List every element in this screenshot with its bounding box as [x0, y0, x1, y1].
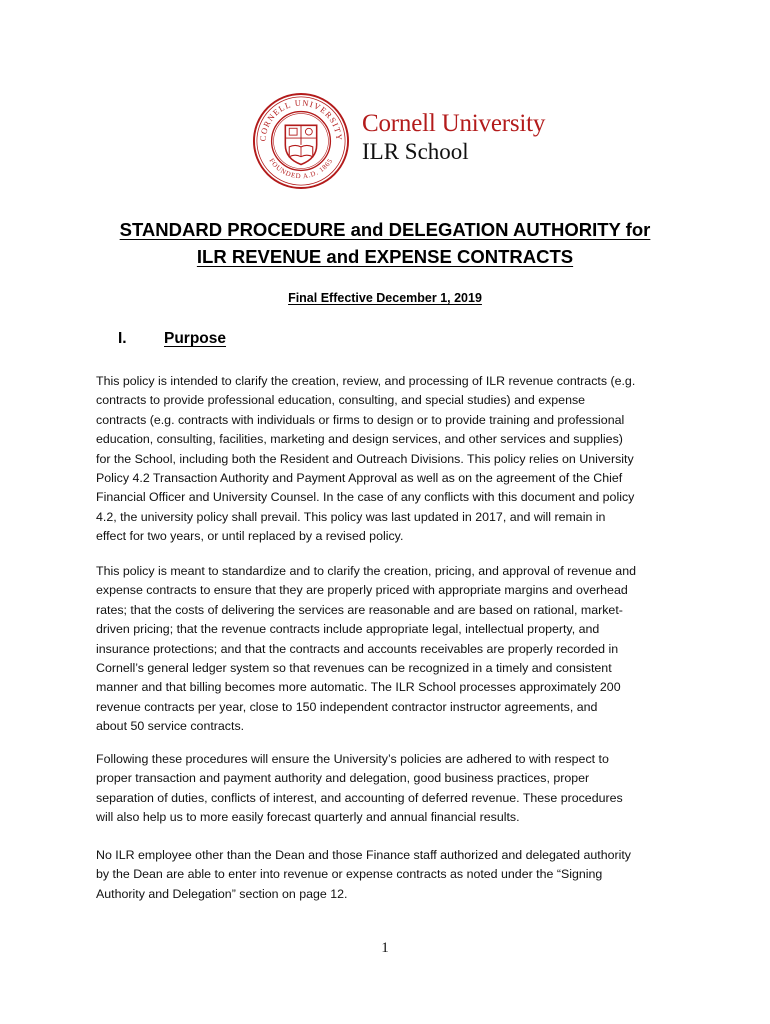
text-line: expense contracts to ensure that they are properly priced with appropriate margins and overhead	[96, 583, 628, 598]
text-line: contracts (e.g. contracts with individuals or firms to design or to provide training and professional	[96, 412, 625, 427]
text-line: Cornell’s general ledger system so that revenues can be recognized in a timely and consistent	[96, 661, 612, 676]
text-line: by the Dean are able to enter into revenue or expense contracts as noted under the “Signing	[96, 867, 603, 882]
text-line: Following these procedures will ensure the University’s policies are adhered to with respect to	[96, 752, 609, 766]
text-line: separation of duties, conflicts of interest, and accounting of deferred revenue. These procedures	[96, 790, 623, 805]
section-heading: Purpose	[164, 330, 227, 347]
paragraph-3	[96, 750, 716, 828]
text-line: contracts to provide professional education, consulting, and special studies) and expense	[96, 393, 586, 408]
effective-date: Final Effective December 1, 2019	[288, 291, 482, 305]
text-line: manner and that billing becomes more automatic. The ILR School processes approximately 200	[96, 680, 621, 695]
cornell-seal-icon	[252, 92, 350, 190]
text-line: Authority and Delegation” section on page 12.	[96, 886, 348, 901]
text-line: This policy is intended to clarify the creation, review, and processing of ILR revenue contracts (e.g.	[96, 374, 636, 388]
text-line: proper transaction and payment authority and delegation, good business practices, proper	[96, 771, 590, 786]
text-line: insurance protections; and that the contracts and accounts receivables are properly recorded in	[96, 641, 619, 656]
section-number: I.	[118, 330, 127, 347]
document-title-line-1: STANDARD PROCEDURE and DELEGATION AUTHORITY for	[119, 219, 651, 240]
text-line: No ILR employee other than the Dean and those Finance staff authorized and delegated authority	[96, 848, 631, 862]
svg-text:CORNELL UNIVERSITY: CORNELL UNIVERSITY	[258, 98, 344, 142]
document-title-line-2: ILR REVENUE and EXPENSE CONTRACTS	[196, 246, 574, 267]
text-line: Financial Officer and University Counsel. In the case of any conflicts with this document and policy	[96, 490, 635, 505]
text-line: driven pricing; that the revenue contracts include appropriate legal, intellectual property, and	[96, 622, 600, 637]
page-number: 1	[381, 940, 389, 956]
paragraph-4	[96, 846, 716, 904]
text-line: Policy 4.2 Transaction Authority and Payment Approval as well as on the agreement of the Chief	[96, 471, 623, 486]
text-line: about 50 service contracts.	[96, 719, 245, 734]
paragraph-2	[96, 562, 716, 737]
text-line: for the School, including both the Resident and Outreach Divisions. This policy relies on University	[96, 451, 634, 466]
text-line: effect for two years, or until replaced by a revised policy.	[96, 529, 404, 544]
paragraph-1	[96, 372, 716, 547]
text-line: will also help us to more easily forecast quarterly and annual financial results.	[96, 810, 520, 825]
text-line: revenue contracts per year, close to 150 independent contractor instructor agreements, and	[96, 699, 598, 714]
text-line: education, consulting, facilities, marketing and design services, and other services and supplies)	[96, 432, 623, 447]
cornell-ilr-logo	[252, 92, 562, 192]
text-line: This policy is meant to standardize and to clarify the creation, pricing, and approval of revenue and	[96, 564, 636, 578]
university-name: Cornell University	[362, 110, 546, 137]
svg-text:FOUNDED A.D. 1865: FOUNDED A.D. 1865	[267, 157, 335, 181]
school-name: ILR School	[362, 139, 469, 164]
text-line: 4.2, the university policy shall prevail. This policy was last updated in 2017, and will remain in	[96, 509, 606, 524]
text-line: rates; that the costs of delivering the services are reasonable and are based on rational, market-	[96, 602, 623, 617]
brand-wordmark	[362, 110, 545, 166]
